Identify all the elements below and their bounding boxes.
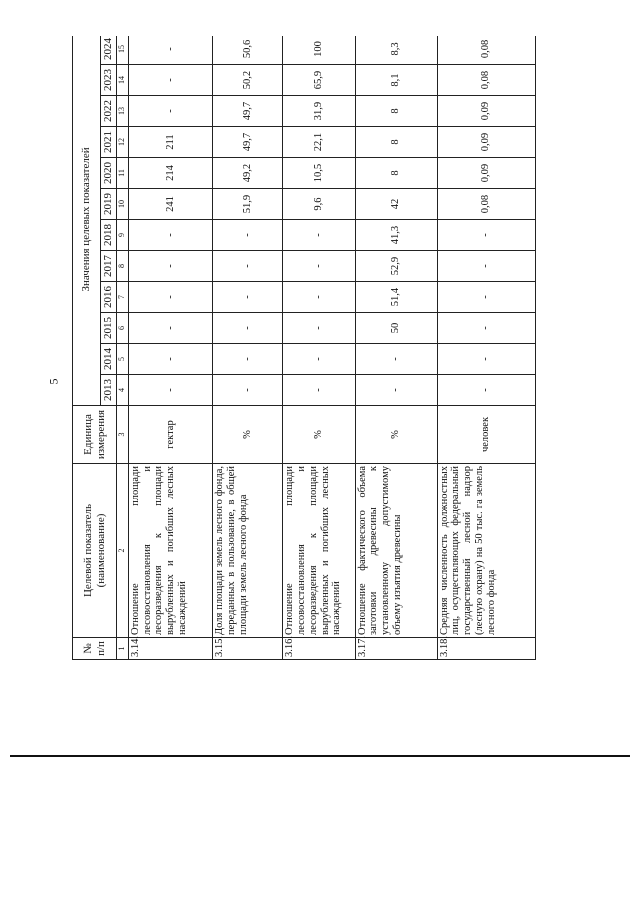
indicator-value: - <box>128 313 212 344</box>
indicator-value: 65,9 <box>283 65 355 96</box>
year-header: 2016 <box>101 282 117 313</box>
rotated-table-container <box>72 36 536 660</box>
indicator-unit: % <box>213 406 283 464</box>
year-header: 2018 <box>101 220 117 251</box>
year-header: 2014 <box>101 344 117 375</box>
header-unit: Единица измерения <box>73 406 117 464</box>
year-header: 2015 <box>101 313 117 344</box>
year-header: 2017 <box>101 251 117 282</box>
indicator-value: 100 <box>283 36 355 65</box>
indicator-value: - <box>213 344 283 375</box>
indicator-value: 41,3 <box>355 220 437 251</box>
year-header: 2020 <box>101 158 117 189</box>
indicator-value: 50 <box>355 313 437 344</box>
year-header: 2013 <box>101 375 117 406</box>
indicator-value: 50,2 <box>213 65 283 96</box>
column-number: 11 <box>117 158 129 189</box>
indicator-value: 9,6 <box>283 189 355 220</box>
indicator-value: - <box>283 313 355 344</box>
column-number: 6 <box>117 313 129 344</box>
indicator-value: - <box>283 220 355 251</box>
table-body <box>128 36 535 660</box>
indicator-value: 10,5 <box>283 158 355 189</box>
indicator-value: - <box>437 313 535 344</box>
row-number: 3.15. <box>213 638 283 660</box>
row-number: 3.17. <box>355 638 437 660</box>
header-row-1 <box>73 36 101 660</box>
indicator-value: - <box>355 375 437 406</box>
year-header: 2024 <box>101 36 117 65</box>
indicator-value: 0,09 <box>437 127 535 158</box>
indicator-unit: гектар <box>128 406 212 464</box>
indicator-value: 0,09 <box>437 96 535 127</box>
indicator-value: - <box>128 344 212 375</box>
column-number: 8 <box>117 251 129 282</box>
indicator-value: 50,6 <box>213 36 283 65</box>
page-divider-line <box>10 755 630 757</box>
header-number: № п/п <box>73 638 117 660</box>
year-header: 2019 <box>101 189 117 220</box>
row-number: 3.18. <box>437 638 535 660</box>
indicator-name: Средняя численность должностных лиц, осуществляющих федеральный государственный лесной надзор (лесную охрану) на 50 тыс. га земель лесного фонда <box>437 464 535 638</box>
indicator-value: - <box>128 65 212 96</box>
year-header: 2022 <box>101 96 117 127</box>
indicator-value: - <box>213 313 283 344</box>
indicator-value: 8,3 <box>355 36 437 65</box>
table-row <box>437 36 535 660</box>
indicator-value: 8 <box>355 158 437 189</box>
column-number: 15 <box>117 36 129 65</box>
indicator-value: 0,09 <box>437 158 535 189</box>
indicator-unit: % <box>283 406 355 464</box>
indicator-value: 0,08 <box>437 189 535 220</box>
indicator-value: - <box>437 344 535 375</box>
indicator-unit: % <box>355 406 437 464</box>
indicator-value: 52,9 <box>355 251 437 282</box>
indicator-value: 31,9 <box>283 96 355 127</box>
column-numbers-row <box>117 36 129 660</box>
header-values: Значения целевых показателей <box>73 36 101 406</box>
indicator-value: 211 <box>128 127 212 158</box>
indicator-value: - <box>128 96 212 127</box>
table-row <box>283 36 355 660</box>
indicator-value: - <box>283 282 355 313</box>
column-number: 13 <box>117 96 129 127</box>
header-indicator-name: Целевой показатель (наименование) <box>73 464 117 638</box>
indicator-value: 49,7 <box>213 127 283 158</box>
indicator-name: Отношение площади лесовосстановления и лесоразведения к площади вырубленных и погибших лесных насаждений <box>128 464 212 638</box>
rotated-table-area <box>72 36 536 660</box>
row-number: 3.14. <box>128 638 212 660</box>
indicator-value: - <box>437 220 535 251</box>
indicator-value: - <box>213 282 283 313</box>
indicator-value: - <box>128 251 212 282</box>
target-indicators-table <box>72 36 536 660</box>
indicator-value: - <box>355 344 437 375</box>
indicator-name: Доля площади земель лесного фонда, переданных в пользование, в общей площади земель лесного фонда <box>213 464 283 638</box>
indicator-value: - <box>213 251 283 282</box>
indicator-value: - <box>283 251 355 282</box>
column-number: 2 <box>117 464 129 638</box>
indicator-unit: человек <box>437 406 535 464</box>
indicator-value: - <box>283 375 355 406</box>
indicator-value: - <box>437 251 535 282</box>
column-number: 4 <box>117 375 129 406</box>
indicator-value: - <box>128 282 212 313</box>
indicator-value: 0,08 <box>437 36 535 65</box>
indicator-value: 49,7 <box>213 96 283 127</box>
table-row <box>355 36 437 660</box>
column-number: 7 <box>117 282 129 313</box>
indicator-value: - <box>128 220 212 251</box>
table-row <box>213 36 283 660</box>
row-number: 3.16. <box>283 638 355 660</box>
indicator-name: Отношение фактического объема заготовки древесины к установленному допустимому объему изъятия древесины <box>355 464 437 638</box>
column-number: 5 <box>117 344 129 375</box>
indicator-value: 8 <box>355 127 437 158</box>
page-number: 5 <box>46 378 61 385</box>
indicator-value: 214 <box>128 158 212 189</box>
indicator-value: 22,1 <box>283 127 355 158</box>
indicator-value: - <box>437 375 535 406</box>
indicator-value: - <box>437 282 535 313</box>
year-header: 2021 <box>101 127 117 158</box>
table-row <box>128 36 212 660</box>
indicator-value: 42 <box>355 189 437 220</box>
column-number: 1 <box>117 638 129 660</box>
indicator-value: 51,9 <box>213 189 283 220</box>
indicator-value: - <box>128 375 212 406</box>
indicator-name: Отношение площади лесовосстановления и лесоразведения к площади вырубленных и погибших лесных насаждений <box>283 464 355 638</box>
indicator-value: 8 <box>355 96 437 127</box>
indicator-value: 8,1 <box>355 65 437 96</box>
indicator-value: - <box>283 344 355 375</box>
column-number: 12 <box>117 127 129 158</box>
indicator-value: 241 <box>128 189 212 220</box>
column-number: 10 <box>117 189 129 220</box>
indicator-value: - <box>213 220 283 251</box>
indicator-value: - <box>213 375 283 406</box>
indicator-value: 0,08 <box>437 65 535 96</box>
indicator-value: 49,2 <box>213 158 283 189</box>
indicator-value: - <box>128 36 212 65</box>
indicator-value: 51,4 <box>355 282 437 313</box>
column-number: 14 <box>117 65 129 96</box>
column-number: 9 <box>117 220 129 251</box>
column-number: 3 <box>117 406 129 464</box>
year-header: 2023 <box>101 65 117 96</box>
